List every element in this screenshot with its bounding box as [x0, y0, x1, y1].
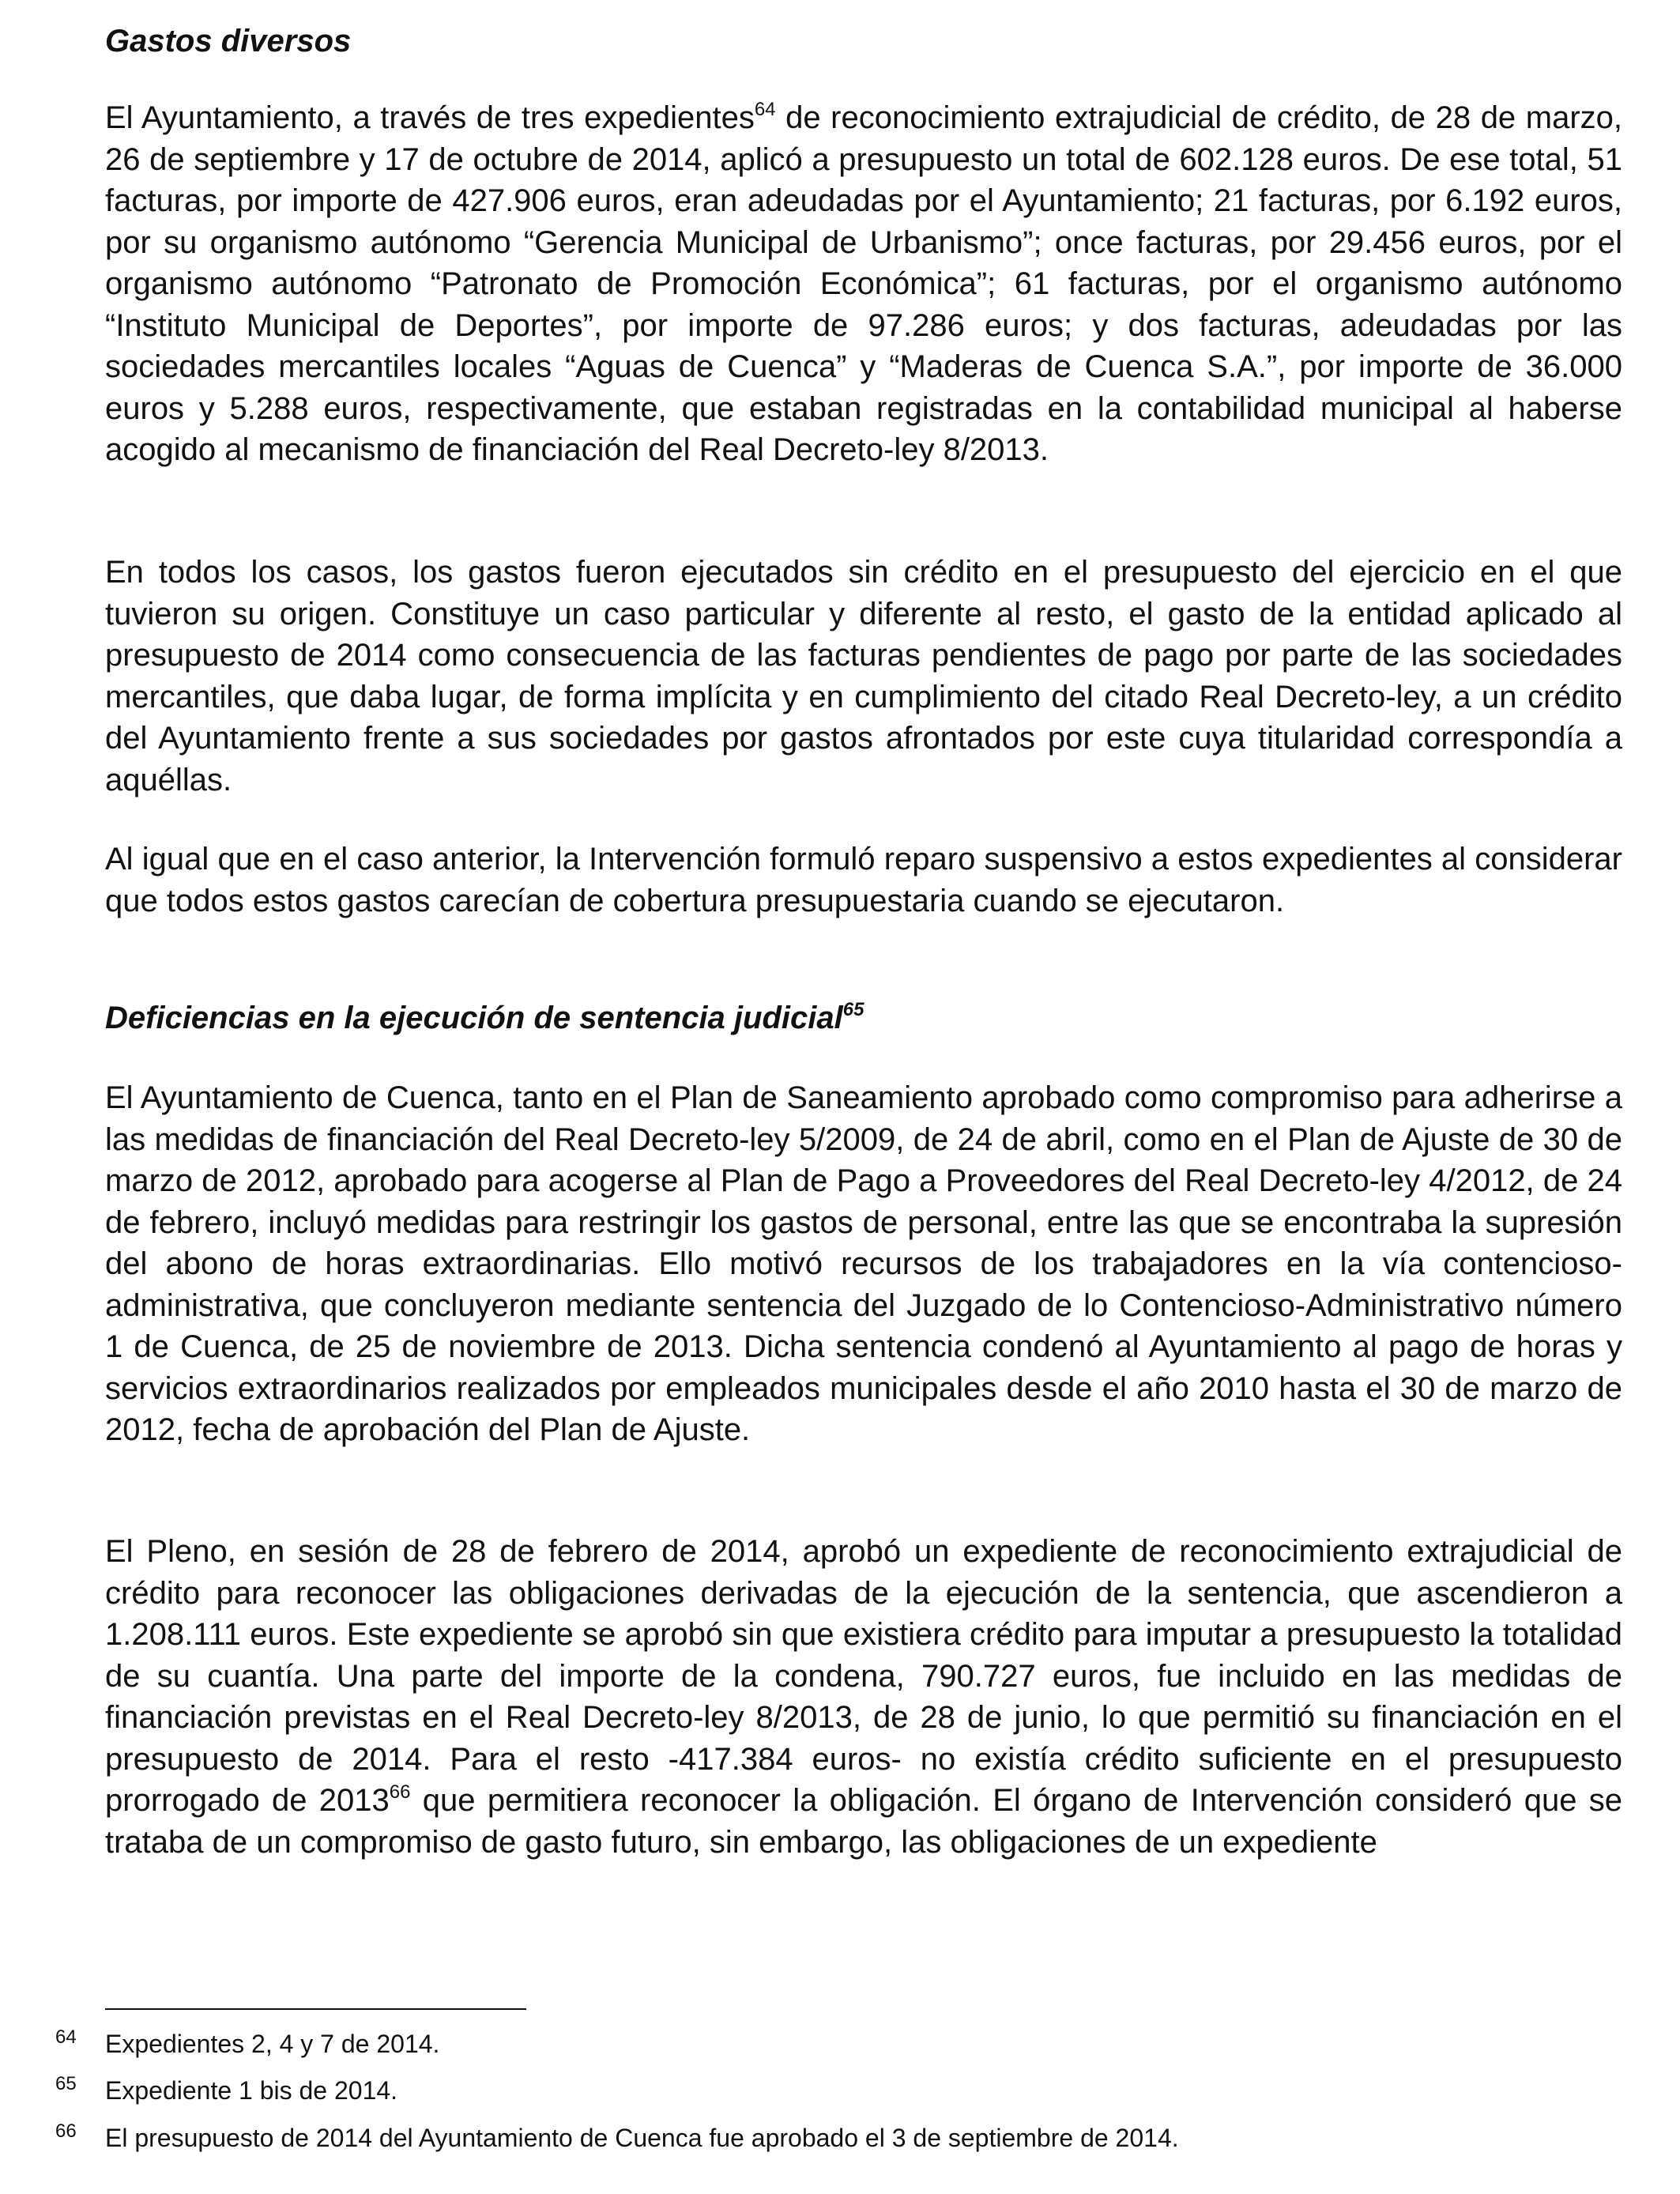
footnote-number: 66 [55, 2120, 77, 2142]
heading-text: Gastos diversos [105, 24, 352, 58]
footnote-ref-66[interactable]: 66 [389, 1781, 411, 1803]
footnote-text: Expediente 1 bis de 2014. [105, 2076, 398, 2105]
footnote-text: Expedientes 2, 4 y 7 de 2014. [105, 2030, 440, 2058]
paragraph-pleno [105, 1531, 1622, 1863]
section-heading-deficiencias [105, 997, 864, 1039]
footnote-ref-64[interactable]: 64 [754, 99, 776, 120]
footnote-text: El presupuesto de 2014 del Ayuntamiento de Cuenca fue aprobado el 3 de septiembre de 2014. [105, 2124, 1179, 2152]
paragraph-text: El Ayuntamiento, a través de tres expedientes [105, 100, 755, 135]
paragraph-plan-saneamiento: El Ayuntamiento de Cuenca, tanto en el Plan de Saneamiento aprobado como compromiso para adherirse a las medidas de financiación del Real Decreto-ley 5/2009, de 24 de abril, como en el Plan de Ajuste de 30 de marzo de 2012, aprobado para acogerse al Plan de Pago a Proveedores del Real Decreto-ley 4/2012, de 24 de febrero, incluyó medidas para restringir los gastos de personal, entre las que se encontraba la supresión del abono de horas extraordinarias. Ello motivó recursos de los trabajadores en la vía contencioso-administrativa, que concluyeron mediante sentencia del Juzgado de lo Contencioso-Administrativo número 1 de Cuenca, de 25 de noviembre de 2013. Dicha sentencia condenó al Ayuntamiento al pago de horas y servicios extraordinarios realizados por empleados municipales desde el año 2010 hasta el 30 de marzo de 2012, fecha de aprobación del Plan de Ajuste. [105, 1080, 1622, 1447]
section-heading-gastos-diversos [105, 21, 351, 62]
heading-text: Deficiencias en la ejecución de sentencia judicial [105, 1001, 843, 1035]
footnote-number: 65 [55, 2073, 77, 2094]
footnote-separator [105, 2008, 526, 2010]
footnote-number: 64 [55, 2026, 77, 2048]
paragraph-reparo-suspensivo: Al igual que en el caso anterior, la Intervención formuló reparo suspensivo a estos expedientes al considerar que todos estos gastos carecían de cobertura presupuestaria cuando se ejecutaron. [105, 842, 1622, 918]
paragraph-text: de reconocimiento extrajudicial de crédito, de 28 de marzo, 26 de septiembre y 17 de octubre de 2014, aplicó a presupuesto un total de 602.128 euros. De ese total, 51 facturas, por importe de 427.906 euros, eran adeudadas por el Ayuntamiento; 21 facturas, por 6.192 euros, por su organismo autónomo “Gerencia Municipal de Urbanismo”; once facturas, por 29.456 euros, por el organismo autónomo “Patronato de Promoción Económica”; 61 facturas, por el organismo autónomo “Instituto Municipal de Deportes”, por importe de 97.286 euros; y dos facturas, adeudadas por las sociedades mercantiles locales “Aguas de Cuenca” y “Maderas de Cuenca S.A.”, por importe de 36.000 euros y 5.288 euros, respectivamente, que estaban registradas en la contabilidad municipal al haberse acogido al mecanismo de financiación del Real Decreto-ley 8/2013. [105, 100, 1622, 467]
paragraph-todos-los-casos: En todos los casos, los gastos fueron ejecutados sin crédito en el presupuesto del ejercicio en el que tuvieron su origen. Constituye un caso particular y diferente al resto, el gasto de la entidad aplicado al presupuesto de 2014 como consecuencia de las facturas pendientes de pago por parte de las sociedades mercantiles, que daba lugar, de forma implícita y en cumplimiento del citado Real Decreto-ley, a un crédito del Ayuntamiento frente a sus sociedades por gastos afrontados por este cuya titularidad correspondía a aquéllas. [105, 555, 1622, 797]
paragraph-expedientes [105, 97, 1622, 471]
paragraph-text: El Pleno, en sesión de 28 de febrero de 2014, aprobó un expediente de reconocimiento extrajudicial de crédito para reconocer las obligaciones derivadas de la ejecución de la sentencia, que ascendieron a 1.208.111 euros. Este expediente se aprobó sin que existiera crédito para imputar a presupuesto la totalidad de su cuantía. Una parte del importe de la condena, 790.727 euros, fue incluido en las medidas de financiación previstas en el Real Decreto-ley 8/2013, de 28 de junio, lo que permitió su financiación en el presupuesto de 2014. Para el resto -417.384 euros- no existía crédito suficiente en el presupuesto prorrogado de 2013 [105, 1534, 1622, 1818]
footnote-ref-65[interactable]: 65 [842, 999, 864, 1020]
paragraph-text: que permitiera reconocer la obligación. El órgano de Intervención consideró que se trataba de un compromiso de gasto futuro, sin embargo, las obligaciones de un expediente [105, 1783, 1623, 1860]
